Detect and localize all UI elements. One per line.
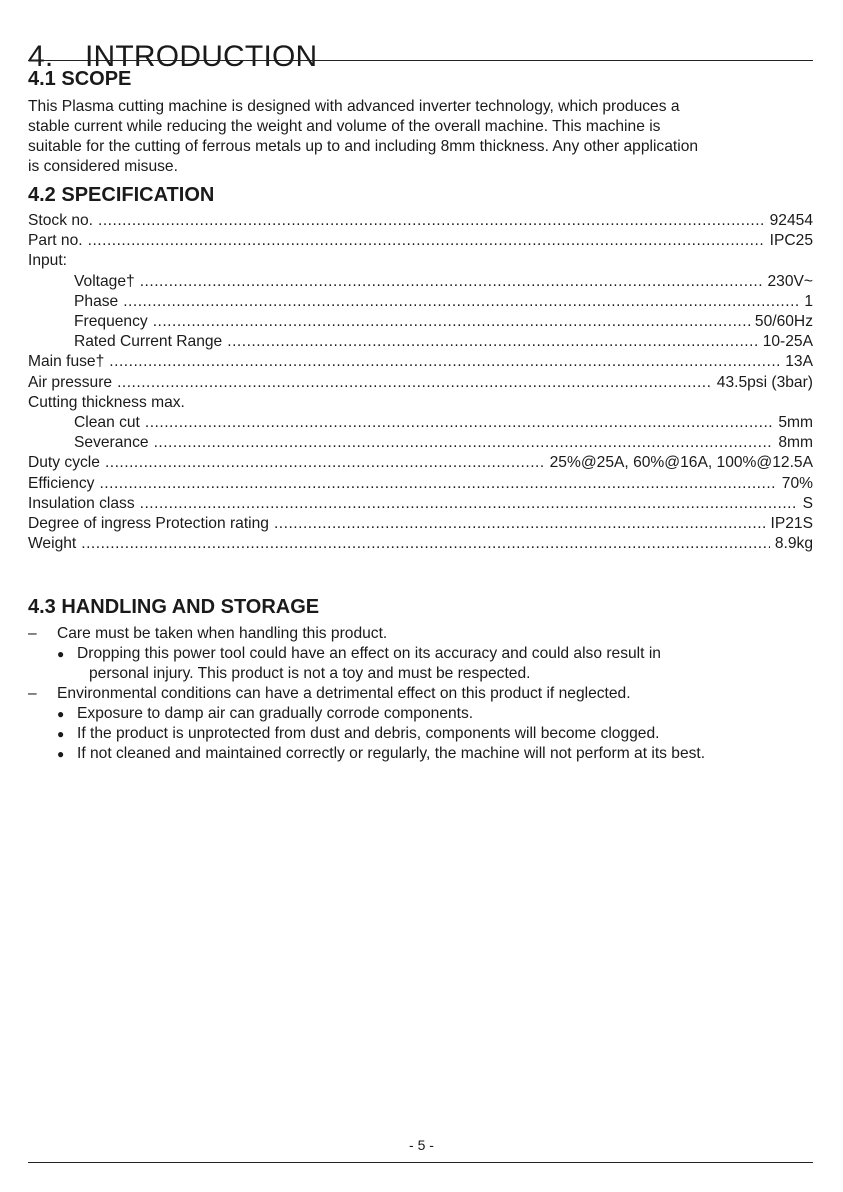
spec-label: Part no. (28, 232, 83, 250)
spec-row (74, 414, 813, 434)
scope-paragraph (28, 97, 818, 177)
spec-label: Voltage† (74, 272, 135, 290)
footer-divider (28, 1162, 813, 1163)
spec-label: Efficiency (28, 474, 95, 492)
spec-row (28, 232, 813, 252)
handling-bullet-text: Dropping this power tool could have an effect on its accuracy and could also result in (77, 645, 661, 662)
dot-leader (99, 475, 776, 493)
spec-value: IP21S (770, 515, 813, 532)
spec-label: Frequency (74, 313, 148, 330)
dash-marker: – (28, 625, 37, 642)
bullet-icon: ● (57, 727, 65, 741)
spec-row (74, 313, 813, 333)
spec-label: Cutting thickness max. (28, 393, 185, 411)
handling-bullet-text: personal injury. This product is not a toy and must be respected. (89, 665, 531, 682)
scope-line: is considered misuse. (28, 158, 178, 175)
spec-row (28, 212, 813, 232)
specification-heading: 4.2 SPECIFICATION (28, 184, 215, 206)
spec-row (74, 333, 813, 353)
spec-label: Weight (28, 535, 77, 553)
spec-row (28, 535, 813, 555)
dot-leader (98, 212, 765, 230)
spec-value: 8mm (778, 434, 813, 452)
spec-label: Input: (28, 252, 68, 270)
dot-leader (81, 535, 770, 553)
bullet-icon: ● (57, 707, 65, 721)
handling-heading: 4.3 HANDLING AND STORAGE (28, 596, 320, 618)
spec-value: 230V~ (767, 272, 813, 290)
dot-leader (140, 495, 798, 513)
chapter-title: INTRODUCTION (85, 40, 318, 74)
spec-label: Rated Current Range (74, 333, 223, 351)
dash-marker: – (28, 685, 37, 702)
spec-row (28, 515, 813, 535)
spec-value: IPC25 (769, 232, 813, 250)
spec-label: Severance (74, 434, 149, 452)
handling-bullet-text: Exposure to damp air can gradually corrode components. (77, 705, 474, 722)
spec-label: Phase (74, 292, 119, 310)
spec-value: 1 (804, 292, 813, 310)
scope-line: This Plasma cutting machine is designed with advanced inverter technology, which produces a (28, 98, 680, 115)
spec-row (74, 434, 813, 454)
dot-leader (117, 374, 712, 392)
spec-value: 70% (781, 474, 813, 492)
spec-row (74, 273, 813, 293)
spec-label: Main fuse† (28, 353, 105, 371)
dot-leader (123, 293, 799, 311)
spec-row (28, 495, 813, 515)
scope-line: suitable for the cutting of ferrous metals up to and including 8mm thickness. Any other application (28, 138, 699, 155)
spec-row (28, 394, 813, 414)
spec-label: Clean cut (74, 414, 140, 431)
dot-leader (105, 454, 545, 472)
spec-value: 10-25A (762, 333, 813, 351)
title-divider (28, 60, 813, 61)
spec-value: 43.5psi (3bar) (716, 373, 813, 391)
scope-heading: 4.1 SCOPE (28, 68, 132, 90)
spec-label: Degree of ingress Protection rating (28, 515, 269, 532)
dot-leader (109, 353, 780, 371)
handling-bullet-text: If not cleaned and maintained correctly or regularly, the machine will not perform at its best. (77, 745, 706, 762)
spec-row (28, 454, 813, 474)
spec-label: Air pressure (28, 373, 113, 391)
spec-label: Duty cycle (28, 454, 100, 472)
spec-value: 50/60Hz (754, 313, 813, 330)
spec-label: Insulation class (28, 494, 135, 512)
spec-row (28, 353, 813, 373)
spec-value: 13A (785, 353, 813, 371)
spec-value: 92454 (769, 212, 813, 229)
bullet-icon: ● (57, 747, 65, 761)
chapter-number: 4. (28, 40, 54, 74)
spec-value: 25%@25A, 60%@16A, 100%@12.5A (549, 454, 813, 472)
dot-leader (274, 515, 766, 533)
dot-leader (140, 273, 763, 291)
handling-item-text: Care must be taken when handling this product. (57, 625, 388, 642)
dot-leader (153, 313, 750, 331)
spec-row (28, 475, 813, 495)
dot-leader (145, 414, 773, 432)
spec-row (28, 252, 813, 272)
spec-value: 8.9kg (774, 535, 813, 553)
scope-line: stable current while reducing the weight and volume of the overall machine. This machine is (28, 118, 661, 135)
spec-value: 5mm (778, 414, 813, 431)
page-number: - 5 - (409, 1137, 434, 1153)
dot-leader (227, 333, 757, 351)
spec-row (74, 293, 813, 313)
handling-bullet-text: If the product is unprotected from dust and debris, components will become clogged. (77, 725, 660, 742)
handling-item-text: Environmental conditions can have a detrimental effect on this product if neglected. (57, 685, 631, 702)
spec-row (28, 374, 813, 394)
bullet-icon: ● (57, 647, 65, 661)
dot-leader (88, 232, 765, 250)
spec-label: Stock no. (28, 212, 94, 229)
dot-leader (154, 434, 774, 452)
spec-value: S (802, 494, 813, 512)
